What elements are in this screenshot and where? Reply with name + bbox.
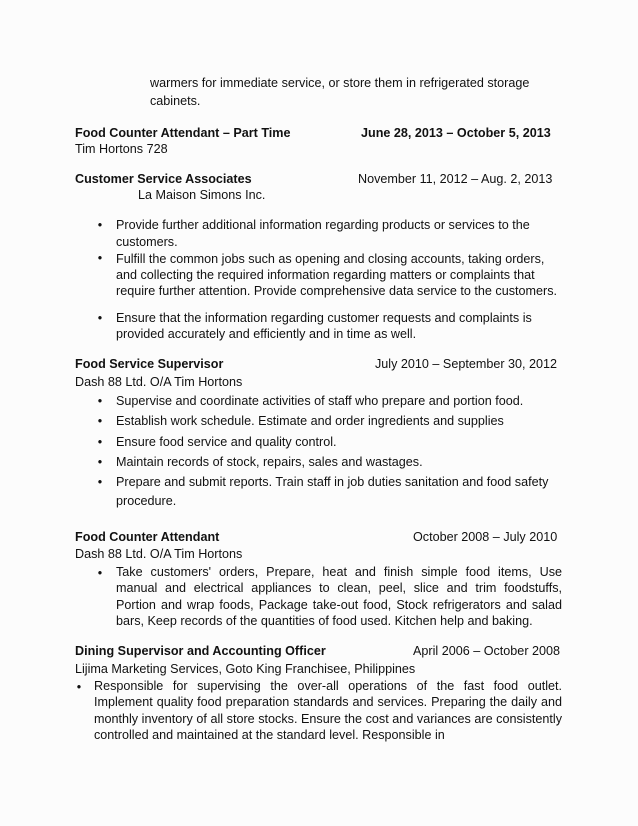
continuation-line: warmers for immediate service, or store them in refrigerated storage bbox=[150, 76, 530, 90]
bullet-icon: • bbox=[97, 414, 103, 428]
job-employer: Tim Hortons 728 bbox=[75, 142, 168, 156]
bullet-icon: • bbox=[97, 251, 103, 265]
bullet-line: Prepare and submit reports. Train staff in job duties sanitation and food safety bbox=[116, 475, 549, 489]
job-employer: Lijima Marketing Services, Goto King Franchisee, Philippines bbox=[75, 662, 416, 676]
bullet-line: Ensure that the information regarding customer requests and complaints is bbox=[116, 311, 532, 325]
bullet-line: Fulfill the common jobs such as opening and closing accounts, taking orders, bbox=[116, 252, 545, 266]
bullet-line: Establish work schedule. Estimate and order ingredients and supplies bbox=[116, 414, 504, 428]
bullet-line: and collecting the required information regarding matters or complaints that bbox=[116, 268, 535, 282]
bullet-line: Provide further additional information regarding products or services to the bbox=[116, 218, 530, 232]
job-dates: April 2006 – October 2008 bbox=[413, 644, 561, 658]
bullet-icon: • bbox=[97, 218, 103, 232]
bullet-line: procedure. bbox=[116, 494, 177, 508]
bullet-line: Ensure food service and quality control. bbox=[116, 435, 337, 449]
bullet-line: customers. bbox=[116, 235, 178, 249]
bullet-paragraph: Take customers' orders, Prepare, heat and finish simple food items, Use manual and electrical appliances to clean, peel, slice and trim foodstuffs, Portion and wrap foods, Package take-out food, Stock refrigerators and salad bars, Keep records of the quantities of food used. Kitchen help and baking. bbox=[116, 565, 562, 629]
job-employer: La Maison Simons Inc. bbox=[138, 188, 266, 202]
bullet-icon: • bbox=[97, 435, 103, 449]
job-dates: July 2010 – September 30, 2012 bbox=[375, 357, 558, 371]
continuation-line: cabinets. bbox=[150, 94, 201, 108]
job-title: Customer Service Associates bbox=[75, 172, 252, 186]
job-dates: November 11, 2012 – Aug. 2, 2013 bbox=[358, 172, 553, 186]
job-title: Food Counter Attendant bbox=[75, 530, 220, 544]
job-employer: Dash 88 Ltd. O/A Tim Hortons bbox=[75, 375, 243, 389]
job-employer: Dash 88 Ltd. O/A Tim Hortons bbox=[75, 547, 243, 561]
bullet-line: Supervise and coordinate activities of staff who prepare and portion food. bbox=[116, 394, 524, 408]
job-title: Dining Supervisor and Accounting Officer bbox=[75, 644, 326, 658]
job-title: Food Counter Attendant – Part Time bbox=[75, 126, 291, 140]
job-title: Food Service Supervisor bbox=[75, 357, 224, 371]
bullet-line: require further attention. Provide comprehensive data service to the customers. bbox=[116, 284, 558, 298]
bullet-line: provided accurately and efficiently and in time as well. bbox=[116, 327, 417, 341]
bullet-icon: • bbox=[97, 455, 103, 469]
job-dates: June 28, 2013 – October 5, 2013 bbox=[361, 126, 551, 140]
bullet-icon: • bbox=[97, 475, 103, 489]
bullet-paragraph: Responsible for supervising the over-all operations of the fast food outlet. Implement quality food preparation standards and services. Preparing the daily and monthly inventory of all store stocks. Ensure the cost and variances are consistently controlled and maintained at the standard level. Responsible in bbox=[94, 679, 562, 743]
bullet-icon: • bbox=[97, 566, 103, 580]
bullet-line: Maintain records of stock, repairs, sales and wastages. bbox=[116, 455, 423, 469]
bullet-icon: • bbox=[97, 394, 103, 408]
bullet-icon: • bbox=[76, 680, 82, 694]
bullet-icon: • bbox=[97, 311, 103, 325]
job-dates: October 2008 – July 2010 bbox=[413, 530, 558, 544]
